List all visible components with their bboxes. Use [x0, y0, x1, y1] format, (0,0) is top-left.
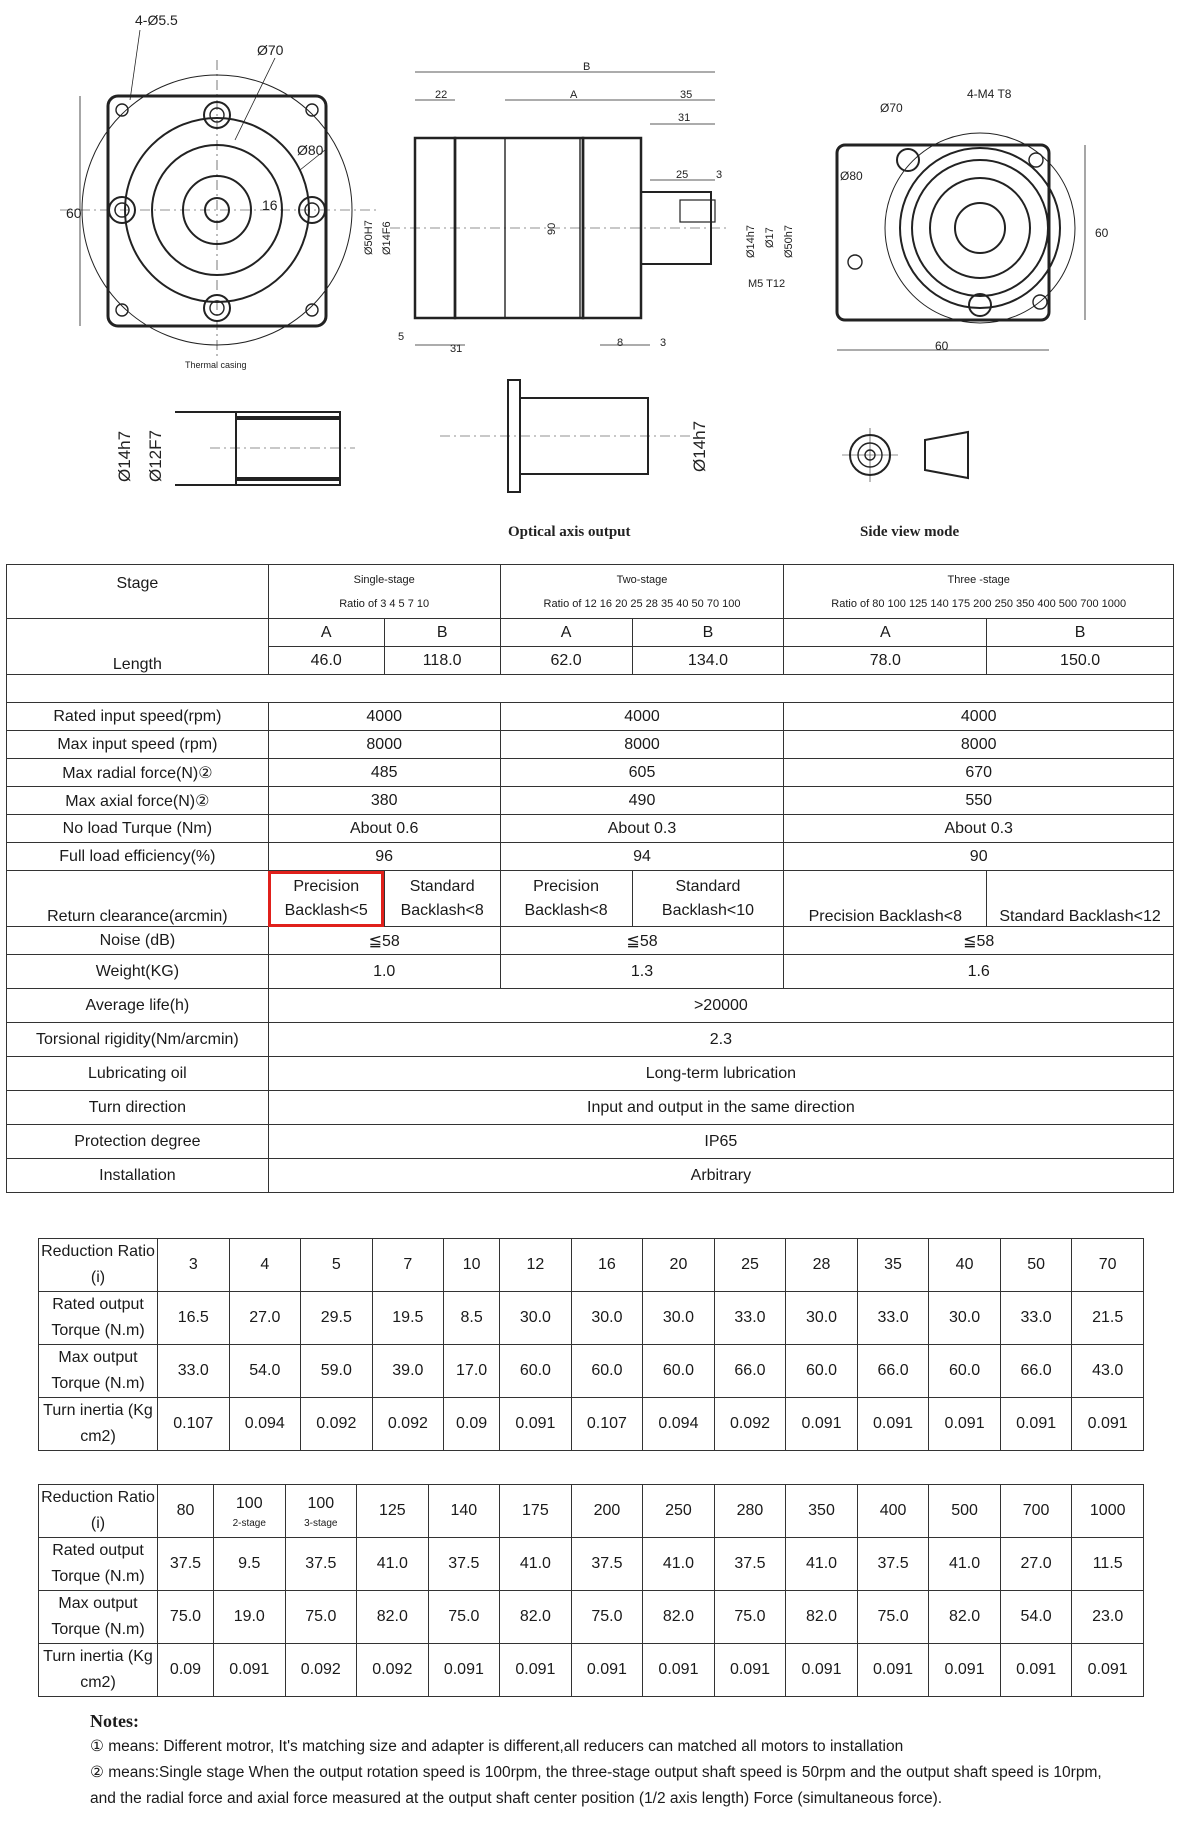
cell-value: 27.0 — [1000, 1538, 1072, 1591]
cell-value: 4000 — [784, 703, 1174, 731]
cell-value: 0.091 — [1000, 1398, 1072, 1451]
three-stage-header: Three -stage Ratio of 80 100 125 140 175 200 250 350 400 500 700 1000 — [784, 565, 1174, 619]
sleeve-d12-dim: Ø12F7 — [146, 430, 165, 482]
rear-d70-dim: Ø70 — [880, 101, 903, 115]
row-label: Rated output Torque (N.m) — [39, 1538, 158, 1591]
cell-value: Input and output in the same direction — [268, 1091, 1173, 1125]
cell-value: 16 — [571, 1239, 643, 1292]
cell-value: About 0.3 — [500, 815, 784, 843]
row-label: Rated input speed(rpm) — [7, 703, 269, 731]
two-stage-header: Two-stage Ratio of 12 16 20 25 28 35 40 50 70 100 — [500, 565, 784, 619]
cell-value: 16.5 — [158, 1292, 230, 1345]
row-label: Max axial force(N)② — [7, 787, 269, 815]
cell-value: 60.0 — [929, 1345, 1001, 1398]
table-row — [7, 1159, 1174, 1193]
thermal-casing-label: Thermal casing — [185, 360, 247, 370]
cell-value: 54.0 — [229, 1345, 301, 1398]
cell-value: 0.091 — [500, 1398, 572, 1451]
side-d50-dim: Ø50H7 — [363, 220, 375, 255]
cell-value: 82.0 — [786, 1591, 858, 1644]
cell-value: 0.107 — [158, 1398, 230, 1451]
side-5-dim: 5 — [398, 331, 405, 343]
return-clearance-label: Return clearance(arcmin) — [7, 871, 269, 927]
cell-value: ≦58 — [268, 927, 500, 955]
cell-value: 33.0 — [1000, 1292, 1072, 1345]
cell-value: 82.0 — [643, 1591, 715, 1644]
cell-value: 82.0 — [929, 1591, 1001, 1644]
row-label: Reduction Ratio (i) — [39, 1485, 158, 1538]
cell-value: 60.0 — [643, 1345, 715, 1398]
cell-value: 0.091 — [1000, 1644, 1072, 1697]
cell-value: 75.0 — [714, 1591, 786, 1644]
row-label: Reduction Ratio (i) — [39, 1239, 158, 1292]
front-view — [60, 30, 380, 360]
spec-table — [6, 564, 1174, 1193]
side-d14f6-dim: Ø14F6 — [381, 221, 393, 255]
front-holes-dim: 4-Ø5.5 — [135, 12, 178, 28]
cell-value: 2.3 — [268, 1023, 1173, 1057]
ratio-table-1 — [38, 1238, 1144, 1451]
stage-note: 3-stage — [304, 1518, 338, 1529]
cell-value: 0.09 — [444, 1398, 500, 1451]
cell-value: 60.0 — [500, 1345, 572, 1398]
table-row — [39, 1485, 1144, 1538]
cell-value: 100 2-stage — [214, 1485, 286, 1538]
notes-section — [90, 1708, 1120, 1812]
caption-optical-axis: Optical axis output — [508, 524, 631, 540]
col-a-3: A — [784, 619, 987, 647]
cell-value: 11.5 — [1072, 1538, 1144, 1591]
cell-value: 0.091 — [428, 1644, 500, 1697]
cell-value: 0.091 — [786, 1644, 858, 1697]
cell-value: 37.5 — [857, 1538, 929, 1591]
cell-value: 1.6 — [784, 955, 1174, 989]
cell-value: 50 — [1000, 1239, 1072, 1292]
front-side-dim: 60 — [66, 205, 82, 221]
cell-value: 41.0 — [357, 1538, 429, 1591]
table-row — [39, 1239, 1144, 1292]
cell-value: 0.092 — [357, 1644, 429, 1697]
row-label: No load Turque (Nm) — [7, 815, 269, 843]
cell-value: 41.0 — [643, 1538, 715, 1591]
row-label: Max radial force(N)② — [7, 759, 269, 787]
cell-value: 8000 — [500, 731, 784, 759]
cell-value: 0.091 — [1072, 1644, 1144, 1697]
cell-value: 40 — [929, 1239, 1001, 1292]
side-3-dim: 3 — [716, 169, 723, 181]
cell-value: 4000 — [268, 703, 500, 731]
cell-value: 66.0 — [714, 1345, 786, 1398]
cell-value: 0.092 — [301, 1398, 373, 1451]
cell-value: 5 — [301, 1239, 373, 1292]
cell-value: 0.09 — [158, 1644, 214, 1697]
cell-value: 75.0 — [857, 1591, 929, 1644]
cell-value: 82.0 — [500, 1591, 572, 1644]
table-row — [7, 989, 1174, 1023]
length-value: 62.0 — [500, 647, 632, 675]
cell-value: 70 — [1072, 1239, 1144, 1292]
cell-value: 30.0 — [643, 1292, 715, 1345]
cell-value: 30.0 — [786, 1292, 858, 1345]
cell-value: 37.5 — [158, 1538, 214, 1591]
cell-value: 0.091 — [643, 1644, 715, 1697]
length-value: 134.0 — [632, 647, 784, 675]
row-label: Noise (dB) — [7, 927, 269, 955]
cell-value: 605 — [500, 759, 784, 787]
col-a-1: A — [268, 619, 384, 647]
table-row — [7, 955, 1174, 989]
cell-value: 21.5 — [1072, 1292, 1144, 1345]
table-row — [39, 1398, 1144, 1451]
length-value: 150.0 — [987, 647, 1174, 675]
cell-value: 175 — [500, 1485, 572, 1538]
row-label: Max input speed (rpm) — [7, 731, 269, 759]
cell-value: 0.091 — [214, 1644, 286, 1697]
cell-value: 75.0 — [428, 1591, 500, 1644]
cell-value: 41.0 — [500, 1538, 572, 1591]
cell-value: 75.0 — [285, 1591, 357, 1644]
rear-w60-dim: 60 — [935, 339, 949, 353]
table-row — [7, 1125, 1174, 1159]
table-row — [7, 1057, 1174, 1091]
cell-value: 0.094 — [643, 1398, 715, 1451]
cell-value: 82.0 — [357, 1591, 429, 1644]
cell-value: 400 — [857, 1485, 929, 1538]
cell-value: 30.0 — [571, 1292, 643, 1345]
note-1: ① means: Different motror, It's matching size and adapter is different,all reducers can matched all motors to installation — [90, 1738, 904, 1755]
side-d14h7-dim: Ø14h7 — [745, 224, 757, 258]
cell-value: 41.0 — [929, 1538, 1001, 1591]
side-d50h7-dim: Ø50h7 — [783, 224, 795, 258]
cell-value: 75.0 — [571, 1591, 643, 1644]
cell-value: 0.091 — [1072, 1398, 1144, 1451]
side-25-dim: 25 — [676, 169, 689, 181]
cell-value: 350 — [786, 1485, 858, 1538]
rear-view — [837, 133, 1085, 350]
cell-value: 54.0 — [1000, 1591, 1072, 1644]
side-view-mode-icons — [842, 428, 968, 482]
side-d90-dim: 90 — [546, 222, 558, 235]
cell-value: >20000 — [268, 989, 1173, 1023]
cell-value: 8000 — [784, 731, 1174, 759]
cell-value: 60.0 — [786, 1345, 858, 1398]
side-A-dim: A — [570, 89, 578, 101]
table-row — [7, 815, 1174, 843]
cell-value: ≦58 — [784, 927, 1174, 955]
table-row — [7, 619, 1174, 647]
row-label: Max output Torque (N.m) — [39, 1345, 158, 1398]
cell-value: 3 — [158, 1239, 230, 1292]
cell-value: 0.091 — [714, 1644, 786, 1697]
table-row — [7, 1023, 1174, 1057]
length-value: 46.0 — [268, 647, 384, 675]
cell-value: 23.0 — [1072, 1591, 1144, 1644]
cell-value: 30.0 — [500, 1292, 572, 1345]
cell-value: 39.0 — [372, 1345, 444, 1398]
table-row — [7, 565, 1174, 619]
cell-value: About 0.6 — [268, 815, 500, 843]
cell-value: 33.0 — [714, 1292, 786, 1345]
front-d80-dim: Ø80 — [297, 142, 324, 158]
cell-value: 0.092 — [714, 1398, 786, 1451]
cell-value: 43.0 — [1072, 1345, 1144, 1398]
cell-value: 59.0 — [301, 1345, 373, 1398]
standard-backlash: Standard Backlash<8 — [384, 871, 500, 927]
stage-label: Stage — [7, 565, 269, 619]
side-3b-dim: 3 — [660, 337, 667, 349]
cell-value: 0.092 — [372, 1398, 444, 1451]
cell-value: 125 — [357, 1485, 429, 1538]
row-label: Turn inertia (Kg cm2) — [39, 1644, 158, 1697]
row-label: Rated output Torque (N.m) — [39, 1292, 158, 1345]
cell-value: 0.091 — [571, 1644, 643, 1697]
row-label: Weight(KG) — [7, 955, 269, 989]
cell-value: 1.3 — [500, 955, 784, 989]
side-22-dim: 22 — [435, 89, 448, 101]
cell-value: 8000 — [268, 731, 500, 759]
cell-value: 700 — [1000, 1485, 1072, 1538]
cell-value: 0.091 — [786, 1398, 858, 1451]
row-label: Average life(h) — [7, 989, 269, 1023]
cell-value: 35 — [857, 1239, 929, 1292]
cell-value: 0.092 — [285, 1644, 357, 1697]
cell-value: 37.5 — [428, 1538, 500, 1591]
table-row — [39, 1538, 1144, 1591]
table-row — [7, 675, 1174, 703]
cell-value: 80 — [158, 1485, 214, 1538]
cell-value: 0.091 — [929, 1644, 1001, 1697]
row-label: Protection degree — [7, 1125, 269, 1159]
cell-value: 200 — [571, 1485, 643, 1538]
cell-value: 0.091 — [500, 1644, 572, 1697]
spacer-row — [7, 675, 1174, 703]
cell-value: 19.0 — [214, 1591, 286, 1644]
cell-value: 1000 — [1072, 1485, 1144, 1538]
length-value: 118.0 — [384, 647, 500, 675]
cell-value: 20 — [643, 1239, 715, 1292]
cell-value: 90 — [784, 843, 1174, 871]
table-row — [7, 927, 1174, 955]
row-label: Installation — [7, 1159, 269, 1193]
cell-value: 550 — [784, 787, 1174, 815]
col-a-2: A — [500, 619, 632, 647]
precision-backlash: Precision Backlash<8 — [784, 871, 987, 927]
side-8-dim: 8 — [617, 337, 624, 349]
table-row — [7, 843, 1174, 871]
cell-value: 30.0 — [929, 1292, 1001, 1345]
rear-h60-dim: 60 — [1095, 226, 1109, 240]
cell-value: 4000 — [500, 703, 784, 731]
table-row — [39, 1292, 1144, 1345]
rear-m4-dim: 4-M4 T8 — [967, 87, 1012, 101]
cell-value: 670 — [784, 759, 1174, 787]
optical-axis-shaft — [440, 380, 690, 492]
cell-value: 280 — [714, 1485, 786, 1538]
length-value: 78.0 — [784, 647, 987, 675]
cell-value: 1.0 — [268, 955, 500, 989]
cell-value: 29.5 — [301, 1292, 373, 1345]
cell-value: 0.094 — [229, 1398, 301, 1451]
row-label: Turn inertia (Kg cm2) — [39, 1398, 158, 1451]
cell-value: Arbitrary — [268, 1159, 1173, 1193]
cell-value: 380 — [268, 787, 500, 815]
cell-value: 10 — [444, 1239, 500, 1292]
cell-value: 12 — [500, 1239, 572, 1292]
cell-value: ≦58 — [500, 927, 784, 955]
cell-value: 41.0 — [786, 1538, 858, 1591]
cell-value: 37.5 — [571, 1538, 643, 1591]
cell-value: Long-term lubrication — [268, 1057, 1173, 1091]
cell-value: 4 — [229, 1239, 301, 1292]
engineering-drawing — [0, 0, 1180, 560]
table-row — [7, 871, 1174, 927]
cell-value: 0.107 — [571, 1398, 643, 1451]
cell-value: IP65 — [268, 1125, 1173, 1159]
row-label: Torsional rigidity(Nm/arcmin) — [7, 1023, 269, 1057]
cell-value: 33.0 — [158, 1345, 230, 1398]
cell-value: 27.0 — [229, 1292, 301, 1345]
side-B-dim: B — [583, 61, 591, 73]
standard-backlash: Standard Backlash<10 — [632, 871, 784, 927]
col-b-2: B — [632, 619, 784, 647]
cell-value: 25 — [714, 1239, 786, 1292]
cell-value: 100 3-stage — [285, 1485, 357, 1538]
sleeve-view — [175, 412, 355, 485]
table-row — [7, 787, 1174, 815]
note-2: ② means:Single stage When the output rotation speed is 100rpm, the three-stage output shaft speed is 50rpm and the output shaft speed is 10rpm, and the radial force and axial force measured at the output shaft center position (1/2 axis length) Force (simultaneous force). — [90, 1764, 1102, 1807]
side-m5-dim: M5 T12 — [748, 278, 786, 290]
standard-backlash: Standard Backlash<12 — [987, 871, 1174, 927]
col-b-1: B — [384, 619, 500, 647]
cell-value: 485 — [268, 759, 500, 787]
cell-value: 7 — [372, 1239, 444, 1292]
front-key-dim: 16 — [262, 197, 278, 213]
cell-value: 0.091 — [857, 1398, 929, 1451]
table-row — [7, 1091, 1174, 1125]
cell-value: 66.0 — [1000, 1345, 1072, 1398]
cell-value: 0.091 — [857, 1644, 929, 1697]
table-row — [39, 1591, 1144, 1644]
cell-value: 96 — [268, 843, 500, 871]
table-row — [7, 703, 1174, 731]
cell-value: 17.0 — [444, 1345, 500, 1398]
table-row — [7, 731, 1174, 759]
cell-value: 33.0 — [857, 1292, 929, 1345]
cell-value: 37.5 — [285, 1538, 357, 1591]
stage-note: 2-stage — [232, 1518, 266, 1529]
precision-backlash-highlight: Precision Backlash<5 — [268, 871, 384, 927]
table-row — [7, 759, 1174, 787]
table-row — [39, 1644, 1144, 1697]
side-35-dim: 35 — [680, 89, 693, 101]
row-label: Max output Torque (N.m) — [39, 1591, 158, 1644]
ratio-table-2 — [38, 1484, 1144, 1697]
cell-value: 75.0 — [158, 1591, 214, 1644]
notes-title: Notes: — [90, 1711, 139, 1731]
row-label: Turn direction — [7, 1091, 269, 1125]
cell-value: 8.5 — [444, 1292, 500, 1345]
cell-value: 19.5 — [372, 1292, 444, 1345]
cell-value: 140 — [428, 1485, 500, 1538]
cell-value: 250 — [643, 1485, 715, 1538]
table-row — [39, 1345, 1144, 1398]
sleeve-d14-dim: Ø14h7 — [115, 430, 134, 482]
front-d70-dim: Ø70 — [257, 42, 284, 58]
single-stage-header: Single-stage Ratio of 3 4 5 7 10 — [268, 565, 500, 619]
cell-value: 37.5 — [714, 1538, 786, 1591]
side-31-dim: 31 — [678, 112, 691, 124]
precision-backlash: Precision Backlash<8 — [500, 871, 632, 927]
caption-side-view: Side view mode — [860, 524, 960, 540]
row-label: Full load efficiency(%) — [7, 843, 269, 871]
side-d17-dim: Ø17 — [764, 227, 776, 248]
length-label: Length — [7, 619, 269, 675]
cell-value: About 0.3 — [784, 815, 1174, 843]
cell-value: 28 — [786, 1239, 858, 1292]
cell-value: 66.0 — [857, 1345, 929, 1398]
cell-value: 60.0 — [571, 1345, 643, 1398]
col-b-3: B — [987, 619, 1174, 647]
cell-value: 500 — [929, 1485, 1001, 1538]
shaft-d14-dim: Ø14h7 — [690, 420, 709, 472]
row-label: Lubricating oil — [7, 1057, 269, 1091]
cell-value: 490 — [500, 787, 784, 815]
cell-value: 0.091 — [929, 1398, 1001, 1451]
cell-value: 9.5 — [214, 1538, 286, 1591]
side-31b-dim: 31 — [450, 343, 463, 355]
cell-value: 94 — [500, 843, 784, 871]
rear-d80-dim: Ø80 — [840, 169, 863, 183]
